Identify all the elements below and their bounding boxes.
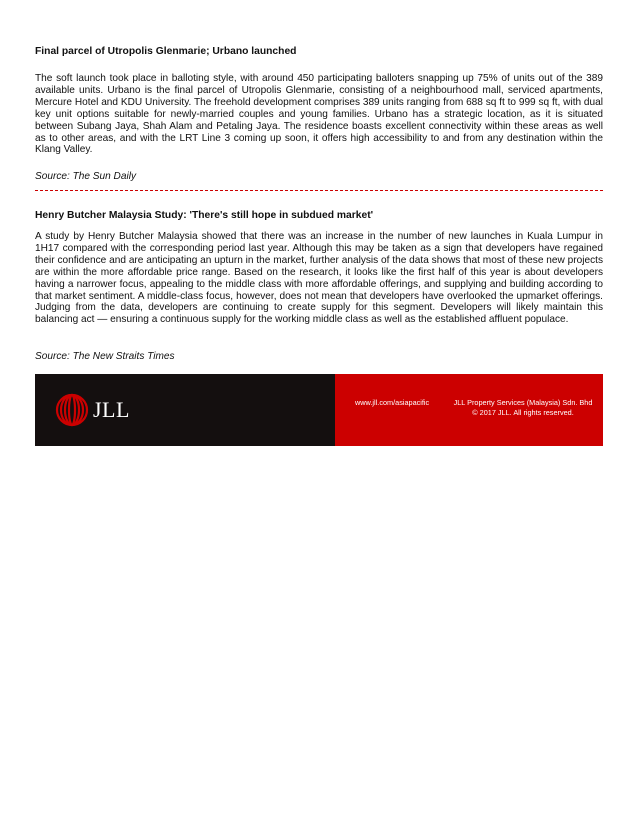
article-body: The soft launch took place in balloting style, with around 450 participating balloters snapping up 75% of units out of the 389 available units. Urbano is the final parcel of Utropolis Glenmarie, consisting of a neighbourhood mall, serviced apartments, Mercure Hotel and KDU University. The freehold development comprises 389 units ranging from 688 sq ft to 999 sq ft, with dual key unit options suitable for newly-married couples and young families. Urbano has a strategic location, as it is situated between Subang Jaya, Shah Alam and Petaling Jaya. The residence boasts excellent connectivity within these areas as well as to other areas, and with the LRT Line 3 coming up soon, it offers high accessibility to and from any destination within the Klang Valley. bbox=[35, 73, 603, 156]
website-link[interactable]: www.jll.com/asiapacific bbox=[355, 398, 430, 407]
footer-info-panel bbox=[335, 374, 603, 446]
jll-logo-text: JLL bbox=[93, 397, 130, 422]
article-source: Source: The Sun Daily bbox=[35, 171, 136, 182]
copyright-text: © 2017 JLL. All rights reserved. bbox=[472, 407, 574, 417]
footer-banner bbox=[35, 374, 603, 446]
article-source: Source: The New Straits Times bbox=[35, 351, 175, 362]
company-name: JLL Property Services (Malaysia) Sdn. Bhd bbox=[453, 398, 593, 407]
article-body: A study by Henry Butcher Malaysia showed that there was an increase in the number of new launches in Kuala Lumpur in 1H17 compared with the corresponding period last year. Although this may be taken as a sign that developers have regained their confidence and are anticipating an upturn in the market, further analysis of the data shows that most of these new projects are within the more affordable price range. Based on the research, it looks like the first half of this year is about developers having a narrower focus, appealing to the middle class with more affordable offerings, and supplying and building according to that market sentiment. A middle-class focus, however, does not mean that developers have overlooked the upmarket offerings. Judging from the data, developers are continuing to create supply for this segment. Developers will likely maintain this balancing act — ensuring a continuous supply for the working middle class as well as the established affluent populace. bbox=[35, 231, 603, 326]
article-headline: Final parcel of Utropolis Glenmarie; Urbano launched bbox=[35, 46, 297, 57]
article-headline: Henry Butcher Malaysia Study: 'There's still hope in subdued market' bbox=[35, 210, 374, 221]
section-divider bbox=[35, 190, 603, 191]
footer-logo-panel bbox=[35, 374, 335, 446]
jll-logo-icon bbox=[55, 393, 89, 427]
company-info bbox=[453, 398, 593, 417]
jll-logo bbox=[55, 393, 130, 427]
